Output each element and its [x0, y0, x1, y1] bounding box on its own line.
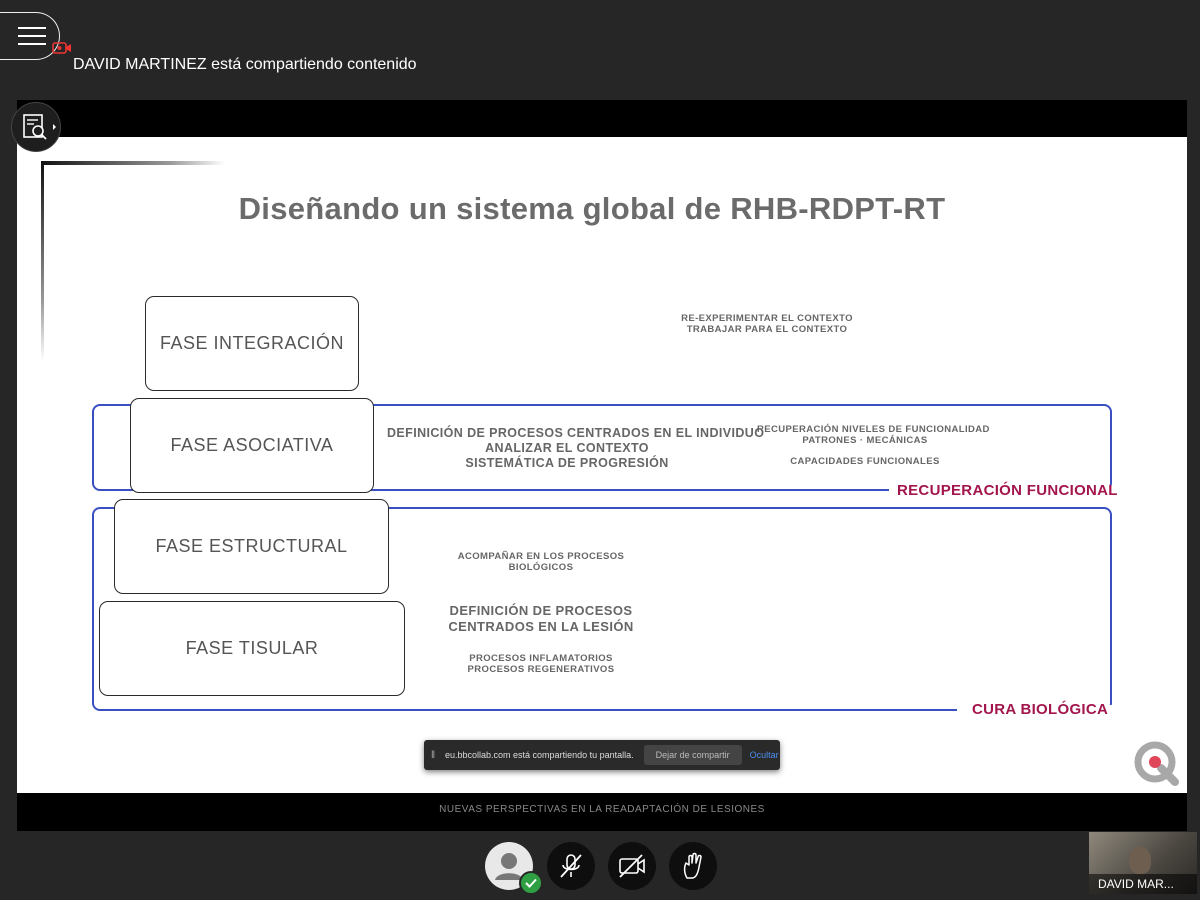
microphone-muted-icon: [556, 851, 586, 881]
zoom-view-button[interactable]: [11, 102, 61, 152]
stop-sharing-button[interactable]: Dejar de compartir: [644, 745, 742, 765]
share-message: eu.bbcollab.com está compartiendo tu pantalla.: [445, 750, 634, 760]
group-label-biologica: CURA BIOLÓGICA: [972, 701, 1109, 718]
meeting-controls: [0, 838, 1200, 894]
menu-button[interactable]: [0, 12, 60, 60]
magnify-document-icon: [12, 103, 60, 151]
asociativa-right-text: RECUPERACIÓN NIVELES DE FUNCIONALIDAD PATRONES · MECÁNICAS CAPACIDADES FUNCIONALES: [757, 424, 990, 467]
camera-off-icon: [617, 851, 647, 881]
phase-box-tisular: FASE TISULAR: [99, 601, 405, 696]
screen-share-camera-icon: [52, 41, 72, 55]
participant-name: DAVID MAR...: [1089, 874, 1197, 894]
integracion-notes: RE-EXPERIMENTAR EL CONTEXTO TRABAJAR PARA EL CONTEXTO: [681, 313, 853, 336]
raise-hand-button[interactable]: [669, 842, 717, 890]
share-banner: DAVID MARTINEZ está compartiendo contenido: [73, 56, 417, 73]
phase-box-estructural: FASE ESTRUCTURAL: [114, 499, 389, 594]
phase-box-asociativa: FASE ASOCIATIVA: [130, 398, 374, 493]
q-logo-icon: [1133, 740, 1179, 786]
camera-button[interactable]: [608, 842, 656, 890]
hide-button[interactable]: Ocultar: [749, 750, 779, 760]
group-label-funcional: RECUPERACIÓN FUNCIONAL: [897, 482, 1118, 499]
tisular-main-text: DEFINICIÓN DE PROCESOS CENTRADOS EN LA LESIÓN: [448, 603, 634, 634]
asociativa-center-text: DEFINICIÓN DE PROCESOS CENTRADOS EN EL INDIVIDUO ANALIZAR EL CONTEXTO SISTEMÁTICA DE PROGRESIÓN: [387, 426, 765, 470]
phase-box-integracion: FASE INTEGRACIÓN: [145, 296, 359, 391]
slide-decoration: [41, 161, 225, 165]
estructural-notes: ACOMPAÑAR EN LOS PROCESOS BIOLÓGICOS: [457, 551, 625, 574]
presentation-slide: [17, 137, 1187, 815]
drag-handle-icon[interactable]: ‖: [431, 749, 436, 761]
slide-title: Diseñando un sistema global de RHB-RDPT-RT: [238, 191, 946, 226]
hamburger-icon: [18, 27, 46, 51]
raise-hand-icon: [678, 851, 708, 881]
slide-footer: NUEVAS PERSPECTIVAS EN LA READAPTACIÓN DE LESIONES: [439, 804, 765, 815]
participant-video-tile[interactable]: [1089, 832, 1197, 894]
shared-content-area: [17, 100, 1187, 831]
screen-share-notification: [424, 740, 780, 770]
tisular-notes: PROCESOS INFLAMATORIOS PROCESOS REGENERATIVOS: [467, 653, 615, 676]
status-badge: [519, 871, 543, 895]
participant-video: [1129, 846, 1151, 874]
microphone-button[interactable]: [547, 842, 595, 890]
check-status-icon: [521, 873, 541, 893]
